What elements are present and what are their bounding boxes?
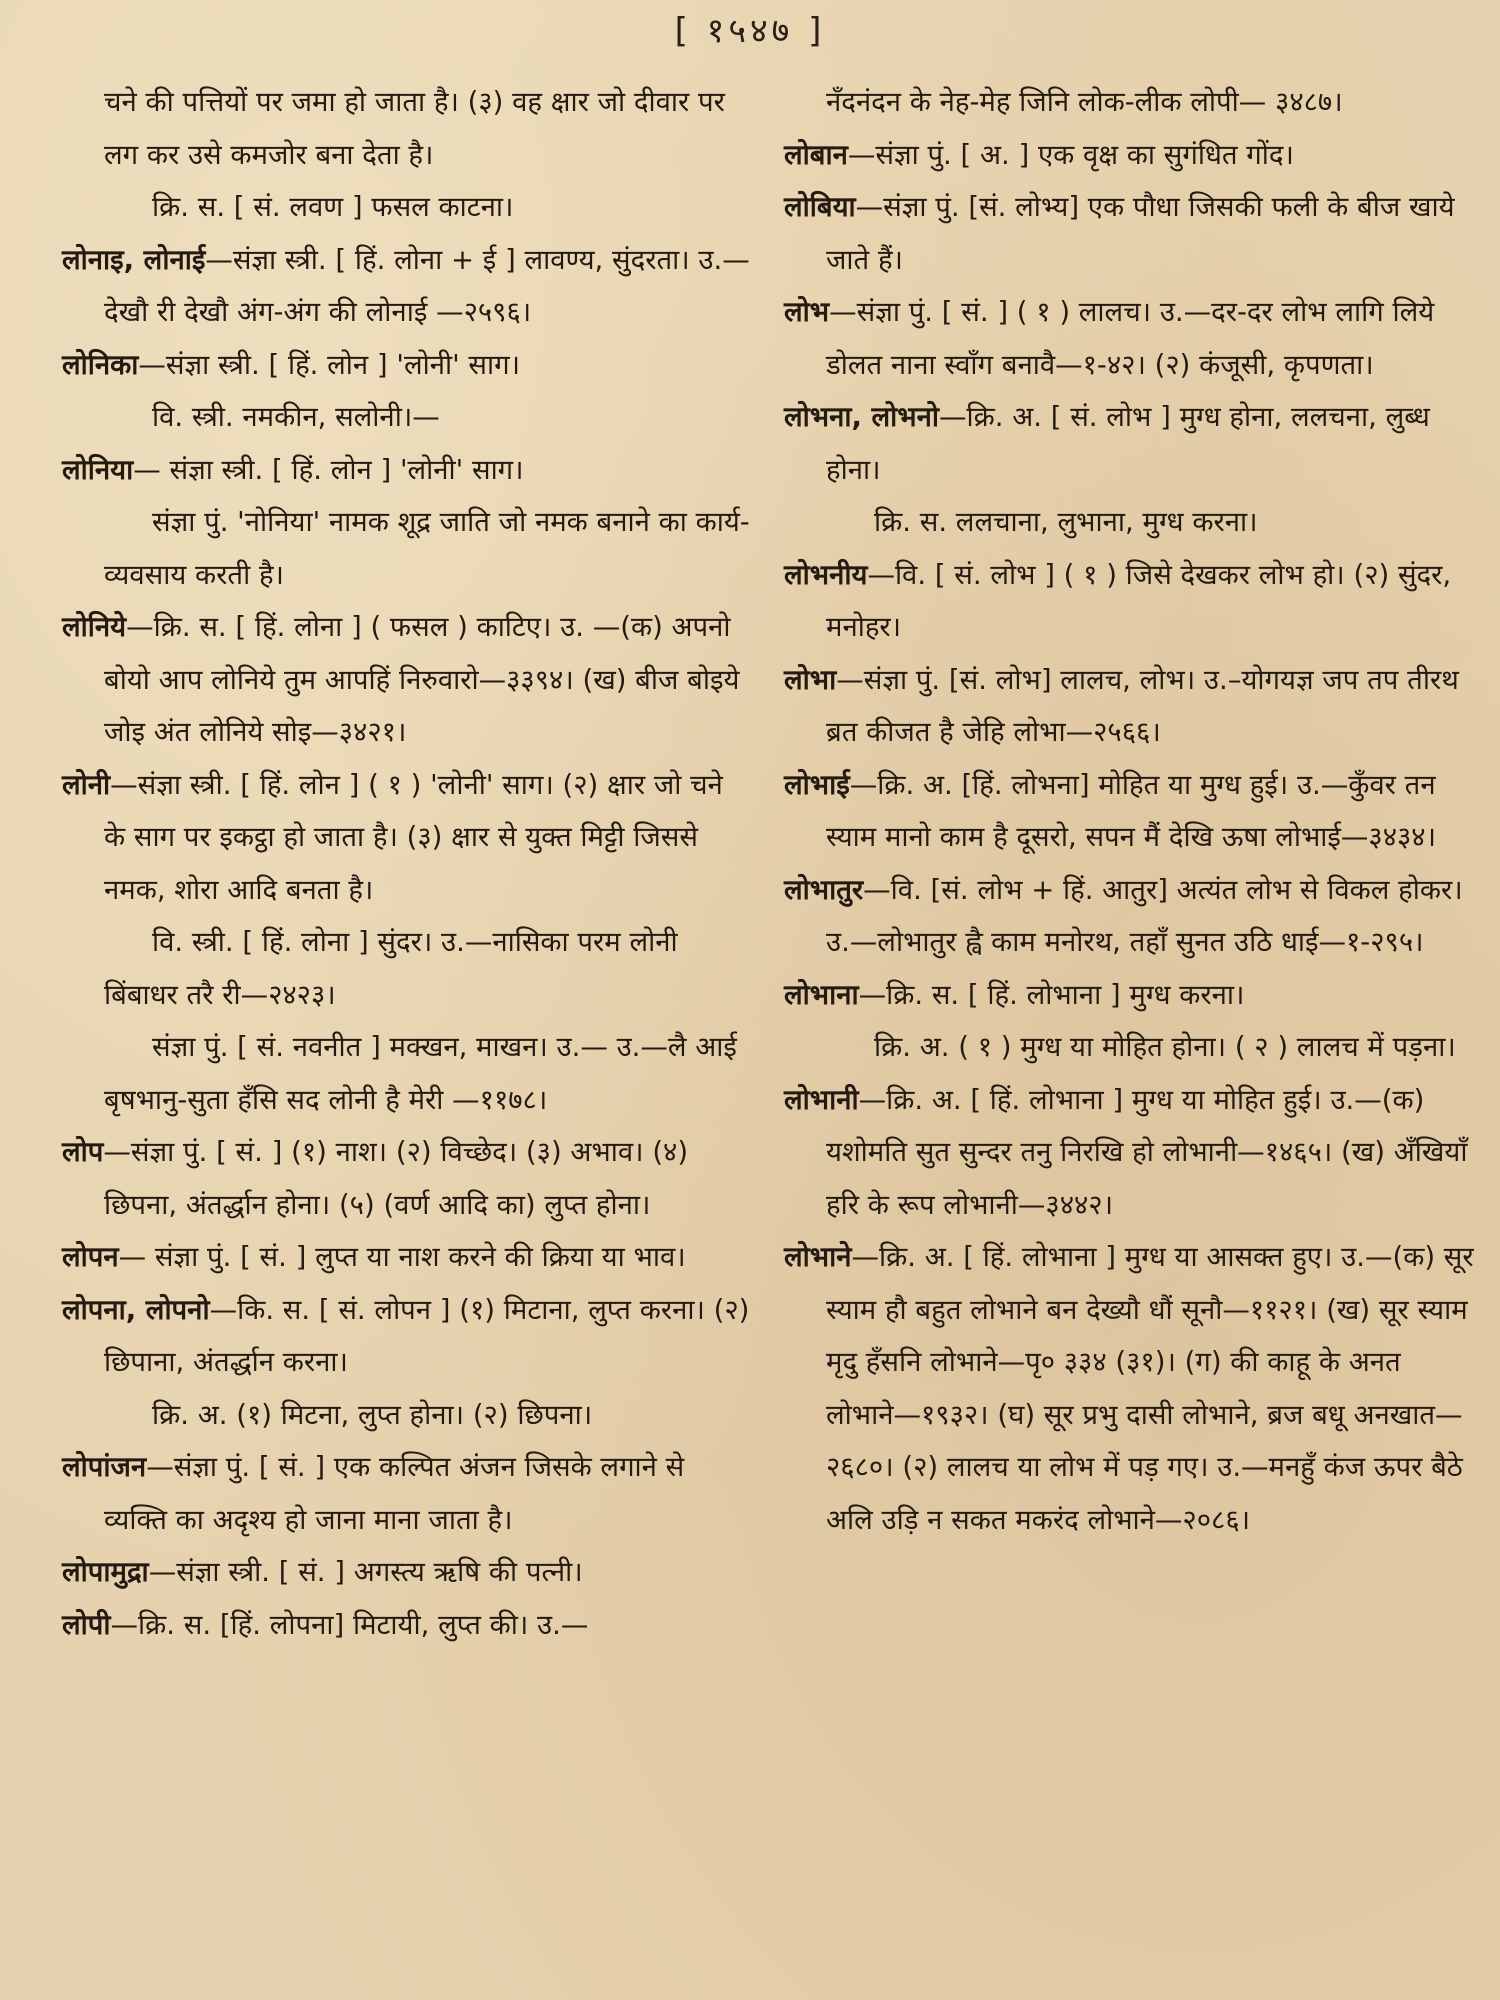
entry-definition: —संज्ञा पुं. [ सं. ] एक कल्पित अंजन जिसके लगाने से व्यक्ति का अदृश्य हो जाना माना जाता है। (104, 1451, 685, 1536)
dictionary-entry (62, 1599, 752, 1652)
entry-definition: —क्रि. अ. [ हिं. लोभाना ] मुग्ध या मोहित हुई। उ.—(क) यशोमति सुत सुन्दर तनु निरखि हो लोभानी—१४६५। (ख) अँखियाँ हरि के रूप लोभानी—३४४२। (826, 1083, 1468, 1221)
entry-definition: —क्रि. स. [हिं. लोपना] मिटायी, लुप्त की। उ.— (110, 1608, 589, 1641)
entry-headword: लोबिया (784, 191, 856, 223)
dictionary-entry (62, 444, 752, 497)
dictionary-entry (62, 1126, 752, 1231)
entry-headword: लोनिया (62, 453, 134, 486)
entry-headword: लोनी (62, 768, 111, 801)
entry-headword: लोभनीय (784, 558, 868, 591)
entry-definition: —क्रि. अ. [ हिं. लोभाना ] मुग्ध या आसक्त हुए। उ.—(क) सूर स्याम हौ बहुत लोभाने बन देख्यौ धौं सूनौ—११२१। (ख) सूर स्याम मृदु हँसनि लोभाने—पृ० ३३४ (३१)। (ग) की काहू के अनत लोभाने—१९३२। (घ) सूर प्रभु दासी लोभाने, ब्रज बधू अनखात—२६८०। (२) लालच या लोभ में पड़ गए। उ.—मनहुँ कंज ऊपर बैठे अलि उड़ि न सकत मकरंद लोभाने—२०८६। (826, 1241, 1474, 1536)
dictionary-entry (784, 654, 1474, 759)
entry-definition: — संज्ञा स्त्री. [ हिं. लोन ] 'लोनी' साग। (133, 453, 524, 486)
dictionary-entry (62, 1441, 752, 1546)
entry-definition: —वि. [ सं. लोभ ] ( १ ) जिसे देखकर लोभ हो। (२) सुंदर, मनोहर। (826, 558, 1452, 643)
entry-subsense: क्रि. अ. (१) मिटना, लुप्त होना। (२) छिपना। (152, 1398, 593, 1431)
entry-definition: —वि. [सं. लोभ + हिं. आतुर] अत्यंत लोभ से विकल होकर। उ.—लोभातुर ह्वै काम मनोरथ, तहाँ सुनत उठि धाई—१-२९५। (826, 873, 1463, 958)
dictionary-entry (62, 1231, 752, 1284)
entry-continuation: नँदनंदन के नेह-मेह जिनि लोक-लीक लोपी— ३४८७। (826, 86, 1343, 118)
entry-subsense: संज्ञा पुं. [ सं. नवनीत ] मक्खन, माखन। उ.— उ.—लै आई बृषभानु-सुता हँसि सद लोनी है मेरी —११७८। (104, 1031, 737, 1116)
entry-definition: —संज्ञा पुं. [सं. लोभ] लालच, लोभ। उ.–योगयज्ञ जप तप तीरथ ब्रत कीजत है जेहि लोभा—२५६६। (826, 663, 1459, 748)
dictionary-entry (784, 129, 1474, 182)
entry-subsense: क्रि. अ. ( १ ) मुग्ध या मोहित होना। ( २ ) लालच में पड़ना। (874, 1031, 1456, 1063)
entry-headword: लोपामुद्रा (62, 1556, 149, 1588)
entry-definition: —संज्ञा पुं. [सं. लोभ्य] एक पौधा जिसकी फली के बीज खाये जाते हैं। (826, 191, 1455, 276)
dictionary-entry (62, 339, 752, 392)
entry-headword: लोभानी (784, 1083, 859, 1116)
entry-headword: लोपन (62, 1241, 119, 1273)
dictionary-entry (784, 391, 1474, 496)
entry-continuation: चने की पत्तियों पर जमा हो जाता है। (३) वह क्षार जो दीवार पर लग कर उसे कमजोर बना देता है। (104, 86, 725, 171)
entry-headword: लोभ (784, 296, 830, 328)
entry-headword: लोपी (62, 1608, 111, 1641)
dictionary-entry (62, 1284, 752, 1389)
entry-definition: —संज्ञा पुं. [ सं. ] (१) नाश। (२) विच्छेद। (३) अभाव। (४) छिपना, अंतर्द्धान होना। (५) (वर्ण आदि का) लुप्त होना। (103, 1136, 689, 1221)
entry-definition: —क्रि. अ. [ सं. लोभ ] मुग्ध होना, ललचना, लुब्ध होना। (826, 401, 1430, 486)
dictionary-entry (784, 969, 1474, 1022)
entry-headword: लोनिये (62, 611, 127, 643)
entry-headword: लोपांजन (62, 1451, 147, 1483)
entry-definition: —कि. स. [ सं. लोपन ] (१) मिटाना, लुप्त करना। (२) छिपाना, अंतर्द्धान करना। (104, 1293, 750, 1378)
entry-headword: लोबान (784, 138, 848, 171)
entry-headword: लोपना, लोपनो (62, 1293, 210, 1326)
dictionary-entry (784, 1231, 1474, 1546)
entry-headword: लोप (62, 1136, 104, 1168)
dictionary-entry (784, 864, 1474, 969)
entry-headword: लोभा (784, 663, 837, 696)
entry-headword: लोभाई (784, 768, 850, 801)
entry-headword: लोभाने (784, 1241, 852, 1273)
entry-headword: लोभाना (784, 978, 859, 1011)
entry-headword: लोनाइ, लोनाई (62, 243, 206, 276)
entry-subsense: संज्ञा पुं. 'नोनिया' नामक शूद्र जाति जो नमक बनाने का कार्य-व्यवसाय करती है। (104, 506, 750, 591)
entry-subsense: क्रि. स. ललचाना, लुभाना, मुग्ध करना। (874, 506, 1258, 538)
dictionary-entry (784, 759, 1474, 864)
entry-headword: लोनिका (62, 348, 139, 381)
dictionary-entry (784, 1074, 1474, 1232)
entry-definition: —क्रि. स. [ हिं. लोना ] ( फसल ) काटिए। उ. —(क) अपनो बोयो आप लोनिये तुम आपहिं निरुवारो—३३९४। (ख) बीज बोइये जोइ अंत लोनिये सोइ—३४२१। (104, 611, 740, 748)
dictionary-entry (62, 759, 752, 917)
entry-headword: लोभना, लोभनो (784, 401, 939, 433)
entry-definition: —संज्ञा पुं. [ अ. ] एक वृक्ष का सुगंधित गोंद। (847, 138, 1294, 171)
dictionary-entry (62, 234, 752, 339)
entry-definition: —संज्ञा स्त्री. [ हिं. लोन ] ( १ ) 'लोनी' साग। (२) क्षार जो चने के साग पर इकट्ठा हो जाता है। (३) क्षार से युक्त मिट्टी जिससे नमक, शोरा आदि बनता है। (104, 768, 723, 906)
entry-definition: —संज्ञा स्त्री. [ हिं. लोना + ई ] लावण्य, सुंदरता। उ.—देखौ री देखौ अंग-अंग की लोनाई —२५९६। (104, 243, 750, 328)
entry-definition: — संज्ञा पुं. [ सं. ] लुप्त या नाश करने की क्रिया या भाव। (118, 1241, 686, 1273)
entry-definition: —संज्ञा स्त्री. [ सं. ] अगस्त्य ऋषि की पत्नी। (148, 1556, 583, 1588)
left-column (62, 76, 752, 1651)
dictionary-entry (784, 181, 1474, 286)
page-number: [ १५४७ ] (674, 11, 826, 51)
dictionary-entry (62, 1546, 752, 1599)
entry-definition: —संज्ञा पुं. [ सं. ] ( १ ) लालच। उ.—दर-दर लोभ लागि लिये डोलत नाना स्वाँग बनावै—१-४२। (२) कंजूसी, कृपणता। (826, 296, 1435, 381)
dictionary-entry (784, 286, 1474, 391)
entry-definition: —संज्ञा स्त्री. [ हिं. लोन ] 'लोनी' साग। (138, 348, 521, 381)
entry-definition: —क्रि. अ. [हिं. लोभना] मोहित या मुग्ध हुई। उ.—कुँवर तन स्याम मानो काम है दूसरो, सपन मैं देखि ऊषा लोभाई—३४३४। (826, 768, 1437, 853)
entry-subsense: क्रि. स. [ सं. लवण ] फसल काटना। (152, 191, 514, 223)
entry-subsense: वि. स्त्री. [ हिं. लोना ] सुंदर। उ.—नासिका परम लोनी बिंबाधर तरै री—२४२३। (104, 926, 678, 1011)
dictionary-entry (62, 601, 752, 759)
entry-headword: लोभातुर (784, 873, 864, 906)
dictionary-entry (784, 549, 1474, 654)
right-column (784, 76, 1474, 1546)
entry-definition: —क्रि. स. [ हिं. लोभाना ] मुग्ध करना। (858, 978, 1245, 1011)
entry-subsense: वि. स्त्री. नमकीन, सलोनी।— (152, 401, 440, 433)
